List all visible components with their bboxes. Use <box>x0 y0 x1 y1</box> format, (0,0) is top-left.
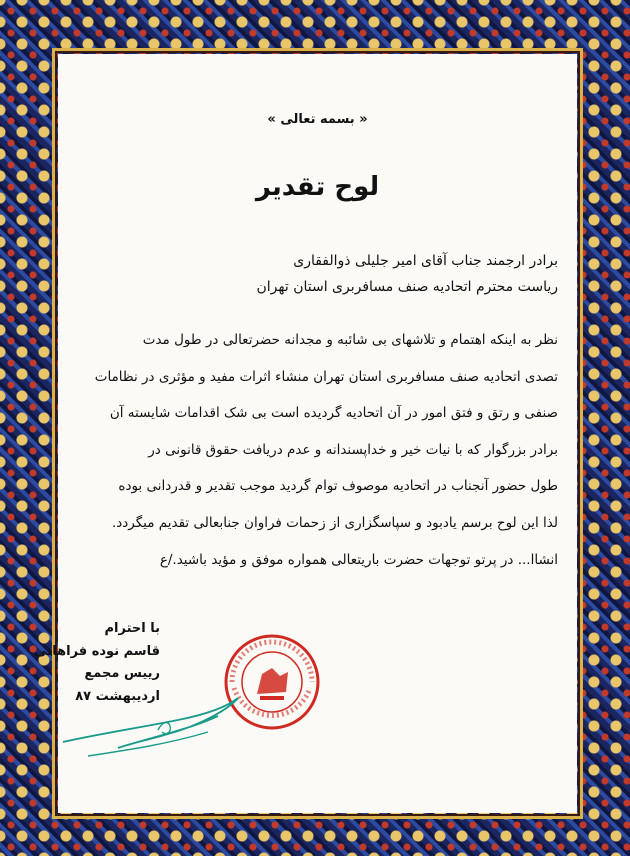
signatory-name: قاسم نوده فراهانی <box>34 643 160 659</box>
body-line: نظر به اینکه اهتمام و تلاشهای بی شائبه و مجدانه حضرتعالی در طول مدت <box>142 332 558 348</box>
body-line: صنفی و رتق و فتق امور در آن اتحادیه گردیده است بی شک اقدامات شایسته آن <box>109 405 558 422</box>
signatory-title: رییس مجمع <box>84 666 160 681</box>
body-line: انشاا... در پرتو توجهات حضرت باریتعالی همواره موفق و مؤید باشید./ع <box>159 551 558 568</box>
body-line: طول حضور آنجناب در اتحادیه موصوف توام گردید موجب تقدیر و قدردانی بوده <box>118 478 558 495</box>
recipient-block <box>257 248 558 300</box>
issue-date: اردیبهشت ۸۷ <box>75 688 160 704</box>
closing-greeting: با احترام <box>104 621 160 636</box>
body-line: تصدی اتحادیه صنف مسافربری استان تهران منشاء اثرات مفید و مؤثری در نظامات <box>94 368 558 385</box>
certificate-body <box>88 322 558 578</box>
handwritten-signature <box>58 670 258 765</box>
recipient-position: ریاست محترم اتحادیه صنف مسافربری استان تهران <box>256 279 558 295</box>
body-line: برادر بزرگوار که با نیات خیر و خداپسندانه و عدم دریافت حقوق قانونی در <box>148 441 558 458</box>
invocation-text: « بسمه تعالی » <box>267 112 368 127</box>
recipient-name: برادر ارجمند جناب آقای امیر جلیلی ذوالفقاری <box>293 253 558 269</box>
certificate-title: لوح تقدیر <box>255 172 380 202</box>
body-line: لذا این لوح برسم یادبود و سپاسگزاری از زحمات فراوان جنابعالی تقدیم میگردد. <box>111 514 558 531</box>
